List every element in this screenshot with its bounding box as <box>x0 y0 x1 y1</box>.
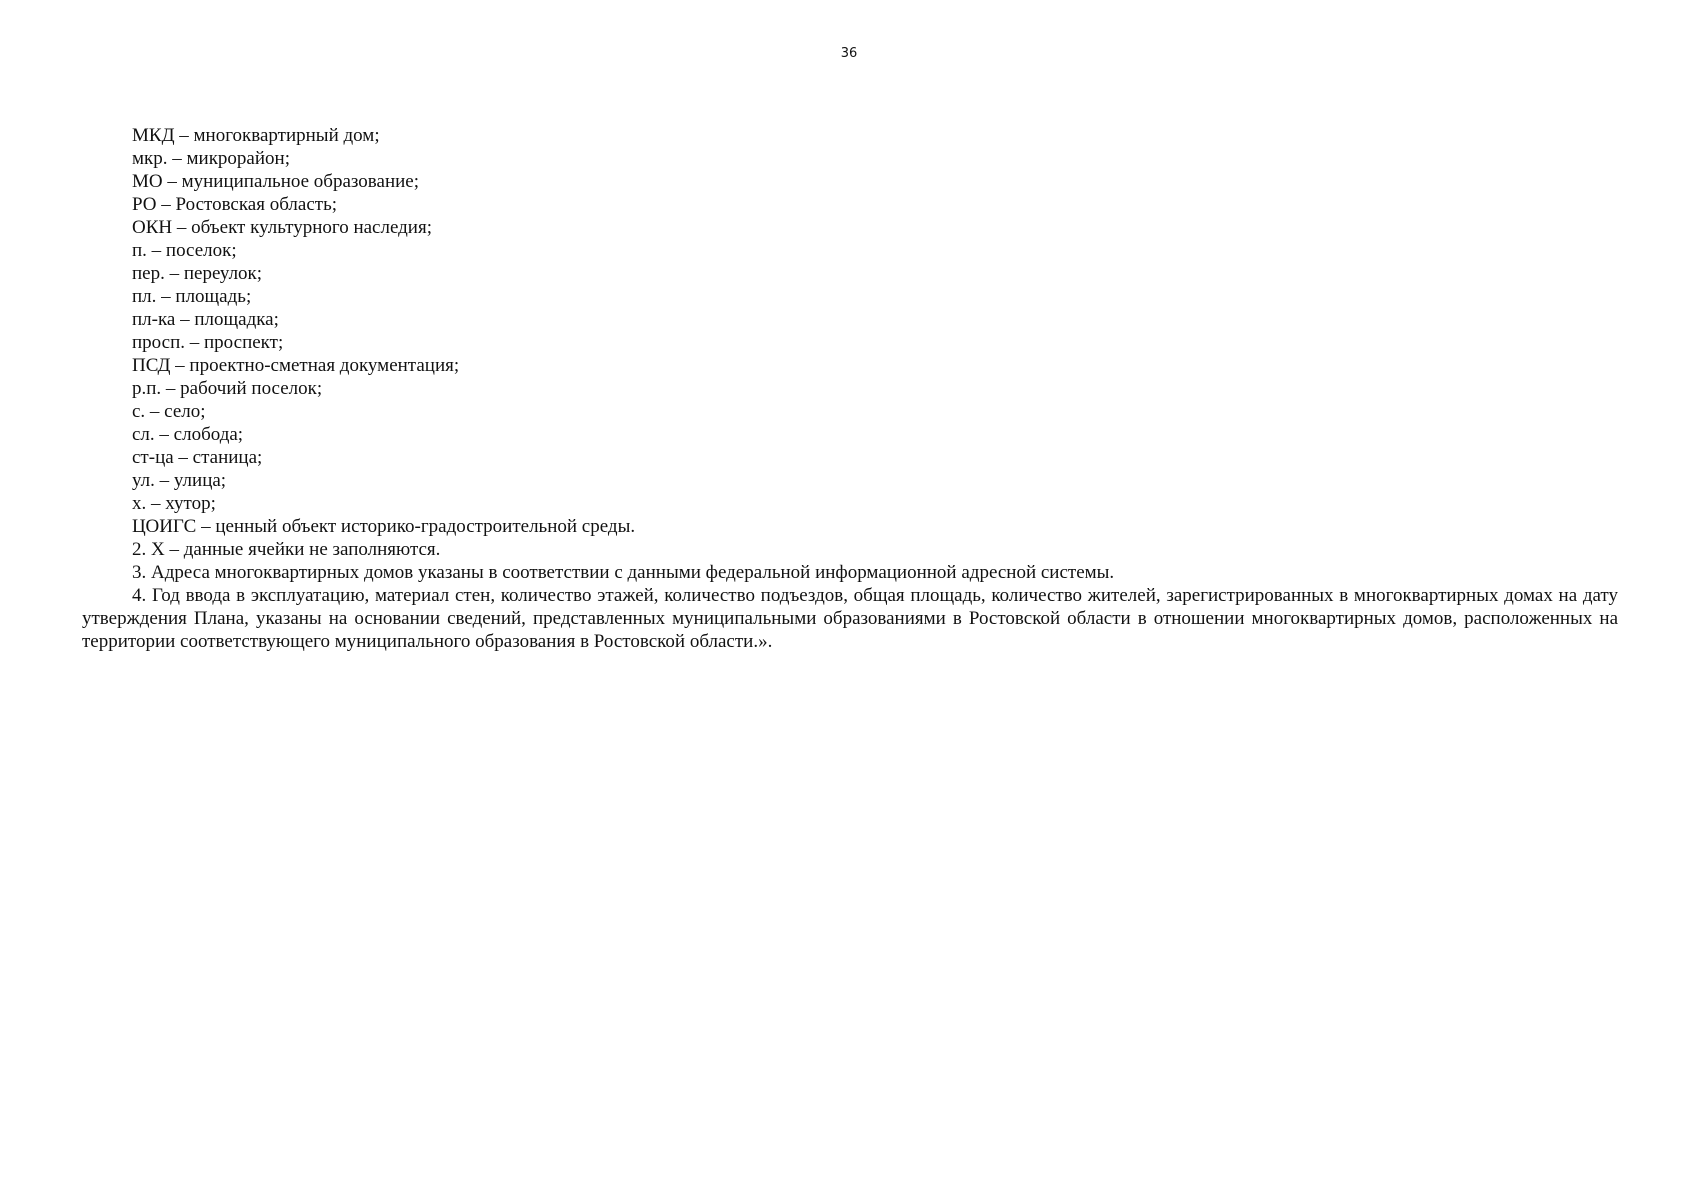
abbreviation-item: ЦОИГС – ценный объект историко-градостроительной среды. <box>132 516 636 537</box>
abbreviation-item: с. – село; <box>132 401 206 422</box>
page-number: 36 <box>840 46 858 61</box>
abbreviation-item: пл-ка – площадка; <box>132 309 279 330</box>
abbreviation-item: ОКН – объект культурного наследия; <box>132 217 432 238</box>
abbreviation-item: МО – муниципальное образование; <box>132 171 420 192</box>
note-3: 3. Адреса многоквартирных домов указаны в соответствии с данными федеральной информационной адресной системы. <box>132 562 1115 583</box>
abbreviation-item: просп. – проспект; <box>132 332 284 353</box>
abbreviation-item: пер. – переулок; <box>132 263 263 284</box>
abbreviation-item: мкр. – микрорайон; <box>132 148 290 169</box>
note-4: 4. Год ввода в эксплуатацию, материал стен, количество этажей, количество подъездов, общая площадь, количество жителей, зарегистрированных в многоквартирных домах на дату утверждения Плана, указаны на основании сведений, представленных муниципальными образованиями в Ростовской области в отношении многоквартирных домов, расположенных на территории соответствующего муниципального образования в Ростовской области.». <box>82 585 1618 652</box>
abbreviation-item: ПСД – проектно-сметная документация; <box>132 355 460 376</box>
abbreviation-item: ст-ца – станица; <box>132 447 263 468</box>
abbreviation-item: РО – Ростовская область; <box>132 194 338 215</box>
abbreviation-item: п. – поселок; <box>132 240 237 261</box>
abbreviation-item: х. – хутор; <box>132 493 216 514</box>
abbreviation-item: ул. – улица; <box>132 470 227 491</box>
document-body <box>82 124 1618 653</box>
note-2: 2. Х – данные ячейки не заполняются. <box>132 539 441 560</box>
abbreviation-item: р.п. – рабочий поселок; <box>132 378 323 399</box>
abbreviation-item: МКД – многоквартирный дом; <box>132 125 380 146</box>
abbreviation-item: сл. – слобода; <box>132 424 244 445</box>
abbreviation-item: пл. – площадь; <box>132 286 252 307</box>
